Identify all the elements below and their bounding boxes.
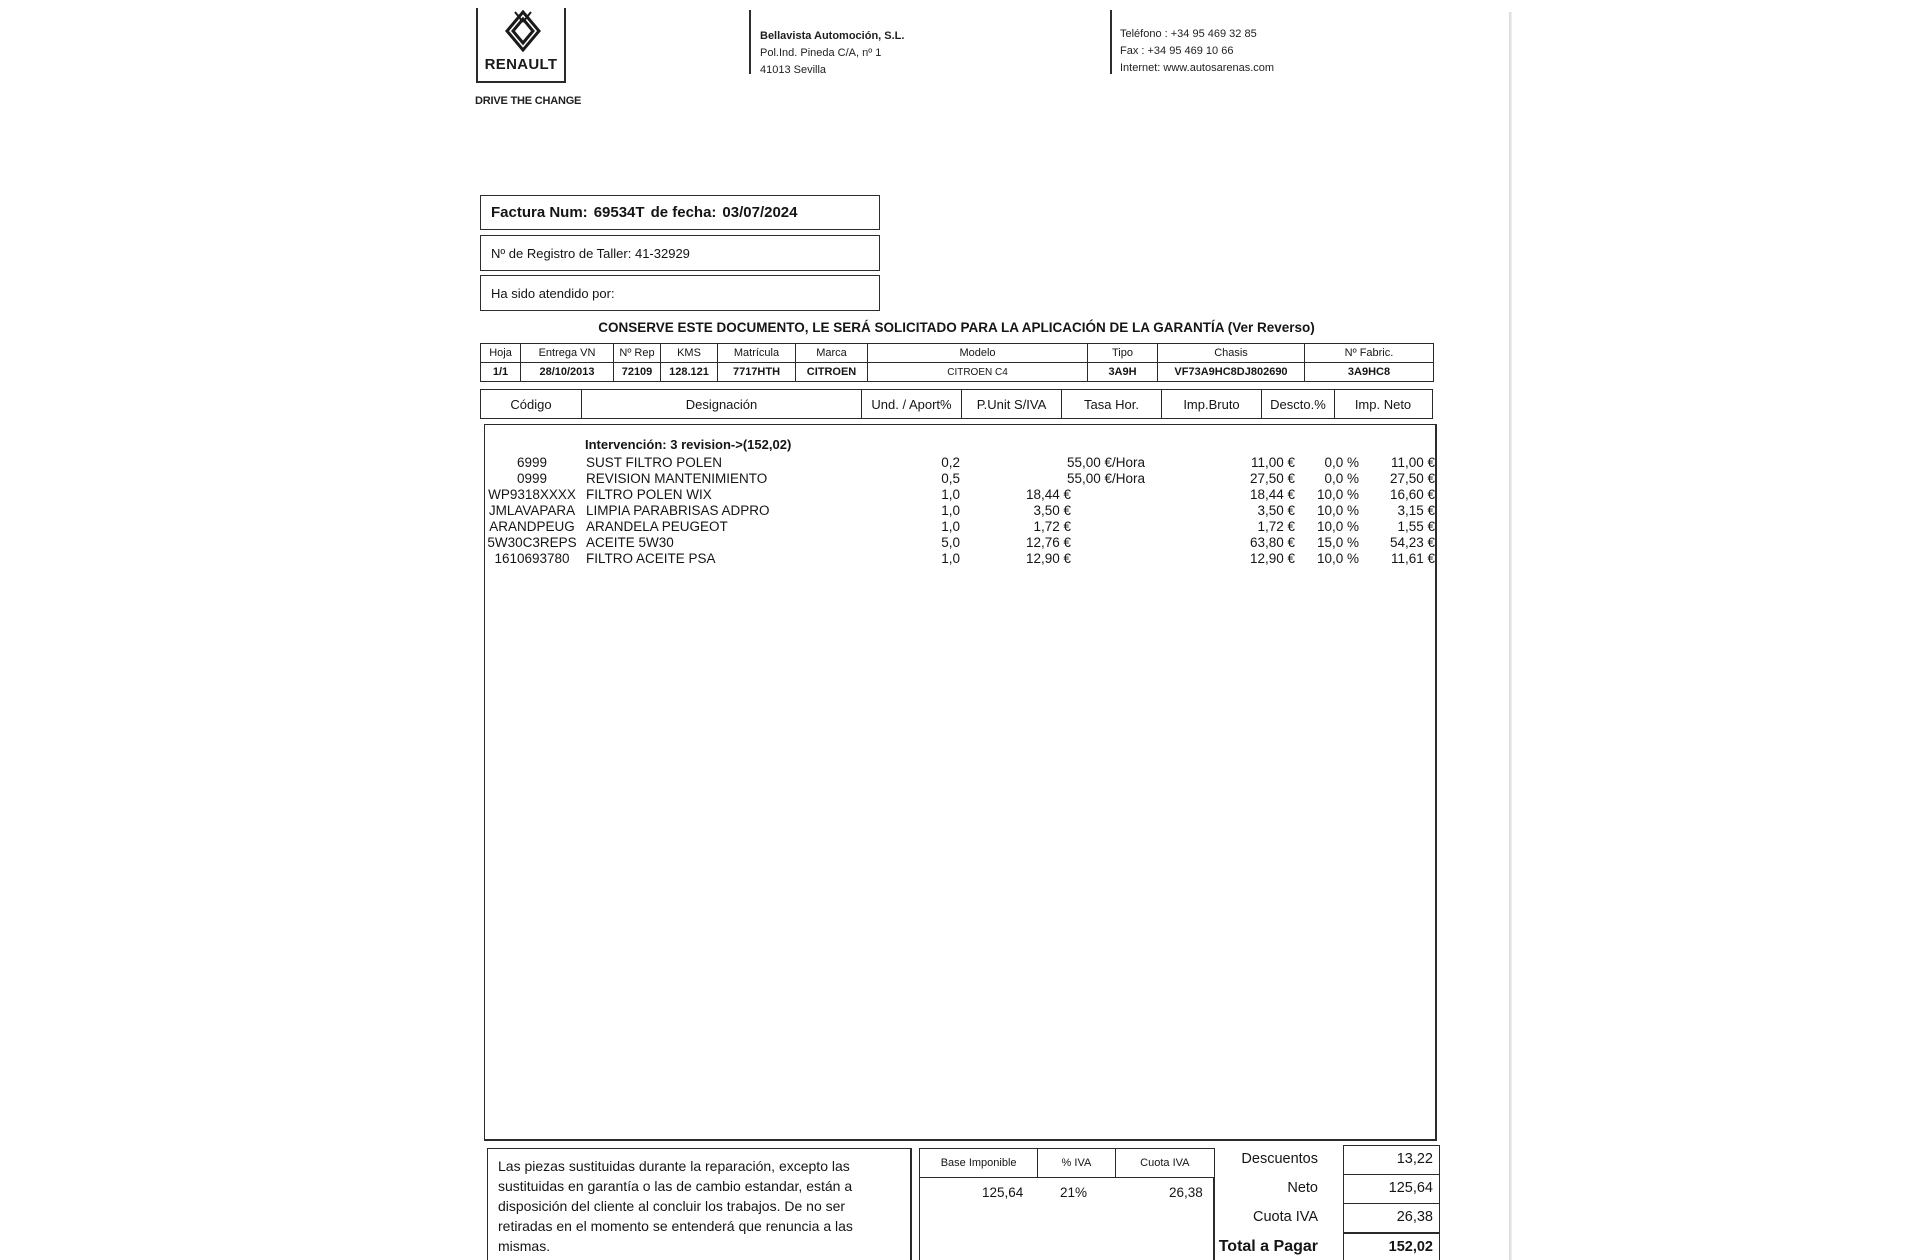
item-gross-amount: 18,44 €: [1249, 487, 1295, 502]
vehicle-value-cell: CITROEN: [796, 363, 868, 382]
item-units: 1,0: [941, 503, 960, 518]
item-code: JMLAVAPARA: [488, 503, 576, 518]
column-header: Imp.Bruto: [1162, 390, 1262, 418]
item-gross-amount: 63,80 €: [1249, 535, 1295, 550]
header-divider: [1110, 10, 1112, 74]
warranty-notice: CONSERVE ESTE DOCUMENTO, LE SERÁ SOLICITADO PARA LA APLICACIÓN DE LA GARANTÍA (Ver Reverso): [598, 320, 1315, 335]
total-label: Descuentos: [1241, 1151, 1318, 1167]
vehicle-value-cell: 28/10/2013: [521, 363, 614, 382]
vehicle-header-cell: Hoja: [481, 344, 521, 363]
vehicle-value-cell: VF73A9HC8DJ802690: [1158, 363, 1305, 382]
item-net-amount: 11,61 €: [1390, 551, 1435, 566]
total-row-neto: [1220, 1174, 1440, 1203]
item-gross-amount: 27,50 €: [1249, 471, 1295, 486]
company-address-line1: Pol.Ind. Pineda C/A, nº 1: [760, 47, 882, 59]
item-discount: 10,0 %: [1316, 487, 1359, 502]
total-value: 152,02: [1343, 1232, 1440, 1260]
tax-values: [919, 1177, 1215, 1260]
item-description: LIMPIA PARABRISAS ADPRO: [586, 503, 770, 518]
item-discount: 15,0 %: [1316, 535, 1359, 550]
contact-info: [1120, 26, 1274, 77]
vehicle-header-cell: Chasis: [1158, 344, 1305, 363]
total-value: 125,64: [1343, 1174, 1440, 1203]
invoice-number-box: [480, 195, 880, 230]
tax-cuota: 26,38: [1169, 1185, 1203, 1200]
item-net-amount: 16,60 €: [1389, 487, 1435, 502]
item-discount: 0,0 %: [1324, 471, 1359, 486]
tax-iva-percent: 21%: [1060, 1185, 1088, 1200]
item-code: WP9318XXXX: [488, 487, 576, 502]
vehicle-header-cell: Tipo: [1088, 344, 1158, 363]
tax-header-cell: Base Imponible: [920, 1149, 1038, 1177]
item-description: REVISION MANTENIMIENTO: [586, 471, 768, 486]
invoice-date-label: de fecha:: [650, 204, 717, 221]
total-label: Total a Pagar: [1218, 1238, 1318, 1255]
renault-diamond-icon: [503, 10, 543, 52]
total-row-cuota-iva: [1220, 1203, 1440, 1232]
item-discount: 0,0 %: [1324, 455, 1359, 470]
item-gross-amount: 3,50 €: [1257, 503, 1295, 518]
vehicle-header-cell: Matrícula: [718, 344, 796, 363]
item-description: ACEITE 5W30: [586, 535, 674, 550]
item-units: 1,0: [941, 519, 960, 534]
tax-base: 125,64: [982, 1185, 1024, 1200]
column-header: Designación: [582, 390, 862, 418]
vehicle-value-cell: 72109: [614, 363, 661, 382]
vehicle-value-cell: 3A9HC8: [1305, 363, 1434, 382]
vehicle-table: [480, 343, 1434, 382]
tax-header: [919, 1148, 1215, 1178]
item-discount: 10,0 %: [1316, 551, 1359, 566]
item-unit-price: 12,76 €: [1025, 535, 1071, 550]
vehicle-header-row: [481, 344, 1434, 363]
tax-header-cell: % IVA: [1038, 1149, 1115, 1177]
item-unit-price: 12,90 €: [1025, 551, 1071, 566]
company-info: [760, 28, 904, 79]
item-discount: 10,0 %: [1316, 519, 1359, 534]
column-header: Und. / Aport%: [862, 390, 962, 418]
contact-internet: Internet: www.autosarenas.com: [1120, 62, 1275, 74]
item-unit-price: 1,72 €: [1033, 519, 1071, 534]
item-code: ARANDPEUG: [489, 519, 575, 534]
total-label: Cuota IVA: [1252, 1209, 1318, 1225]
header-divider: [749, 10, 751, 74]
column-header: Tasa Hor.: [1062, 390, 1162, 418]
page-edge: [1509, 12, 1512, 1260]
tax-header-cell: Cuota IVA: [1140, 1157, 1190, 1169]
intervention-title: Intervención: 3 revision->(152,02): [585, 437, 792, 452]
vehicle-value-cell: CITROEN C4: [868, 363, 1088, 382]
item-units: 1,0: [941, 487, 960, 502]
vehicle-header-cell: Nº Rep: [614, 344, 661, 363]
column-header: P.Unit S/IVA: [962, 390, 1062, 418]
disclaimer-text: Las piezas sustituidas durante la reparación, excepto las sustituidas en garantía o las de cambio estandar, están a disposición del cliente al concluir los trabajos. De no ser retiradas en el momento se entenderá que renuncia a las mismas.: [487, 1148, 912, 1260]
item-net-amount: 11,00 €: [1390, 455, 1435, 470]
vehicle-values-row: [481, 363, 1434, 382]
item-code: 5W30C3REPS: [487, 535, 577, 550]
total-value: 26,38: [1343, 1203, 1440, 1232]
contact-fax: Fax : +34 95 469 10 66: [1120, 45, 1234, 57]
total-label: Neto: [1287, 1180, 1318, 1196]
item-units: 1,0: [941, 551, 960, 566]
item-code: 0999: [516, 471, 548, 486]
logo-wordmark: RENAULT: [484, 56, 558, 73]
vehicle-header-cell: Modelo: [868, 344, 1088, 363]
item-net-amount: 1,55 €: [1397, 519, 1435, 534]
vehicle-value-cell: 1/1: [481, 363, 521, 382]
vehicle-value-cell: 3A9H: [1088, 363, 1158, 382]
item-net-amount: 27,50 €: [1389, 471, 1435, 486]
item-gross-amount: 11,00 €: [1250, 455, 1295, 470]
item-units: 5,0: [941, 535, 960, 550]
company-name: Bellavista Automoción, S.L.: [760, 30, 905, 42]
column-header: Imp. Neto: [1354, 396, 1412, 412]
attended-by: Ha sido atendido por:: [480, 275, 880, 311]
items-area: [484, 424, 1437, 1141]
item-description: ARANDELA PEUGEOT: [586, 519, 728, 534]
item-code: 6999: [516, 455, 548, 470]
item-units: 0,2: [941, 455, 960, 470]
item-gross-amount: 1,72 €: [1257, 519, 1295, 534]
item-row: [485, 551, 1435, 571]
vehicle-value-cell: 7717HTH: [718, 363, 796, 382]
item-unit-price: 3,50 €: [1033, 503, 1071, 518]
vehicle-header-cell: Marca: [796, 344, 868, 363]
item-discount: 10,0 %: [1316, 503, 1359, 518]
item-description: SUST FILTRO POLEN: [586, 455, 723, 470]
column-header: Descto.%: [1262, 390, 1335, 418]
column-header: Código: [481, 390, 582, 418]
item-unit-price: 18,44 €: [1025, 487, 1071, 502]
item-net-amount: 54,23 €: [1389, 535, 1435, 550]
invoice-number: 69534T: [593, 204, 645, 221]
total-value: 13,22: [1343, 1145, 1440, 1174]
contact-phone: Teléfono : +34 95 469 32 85: [1120, 28, 1257, 40]
item-net-amount: 3,15 €: [1397, 503, 1435, 518]
renault-logo: [476, 8, 566, 83]
total-row-descuentos: [1220, 1145, 1440, 1174]
total-row-total-a-pagar: [1220, 1232, 1440, 1260]
company-address-line2: 41013 Sevilla: [760, 64, 827, 76]
vehicle-header-cell: Entrega VN: [521, 344, 614, 363]
item-gross-amount: 12,90 €: [1249, 551, 1295, 566]
vehicle-header-cell: KMS: [661, 344, 718, 363]
items-column-header: [480, 389, 1433, 419]
item-description: FILTRO ACEITE PSA: [586, 551, 716, 566]
item-units: 0,5: [941, 471, 960, 486]
invoice-date: 03/07/2024: [722, 204, 798, 221]
item-hourly-rate: 55,00 €/Hora: [1067, 471, 1146, 486]
item-hourly-rate: 55,00 €/Hora: [1067, 455, 1146, 470]
vehicle-value-cell: 128.121: [661, 363, 718, 382]
vehicle-header-cell: Nº Fabric.: [1305, 344, 1434, 363]
tagline: DRIVE THE CHANGE: [475, 95, 582, 107]
workshop-registration: Nº de Registro de Taller: 41-32929: [480, 235, 880, 271]
item-description: FILTRO POLEN WIX: [586, 487, 712, 502]
invoice-number-label: Factura Num:: [491, 204, 588, 221]
item-code: 1610693780: [494, 551, 570, 566]
